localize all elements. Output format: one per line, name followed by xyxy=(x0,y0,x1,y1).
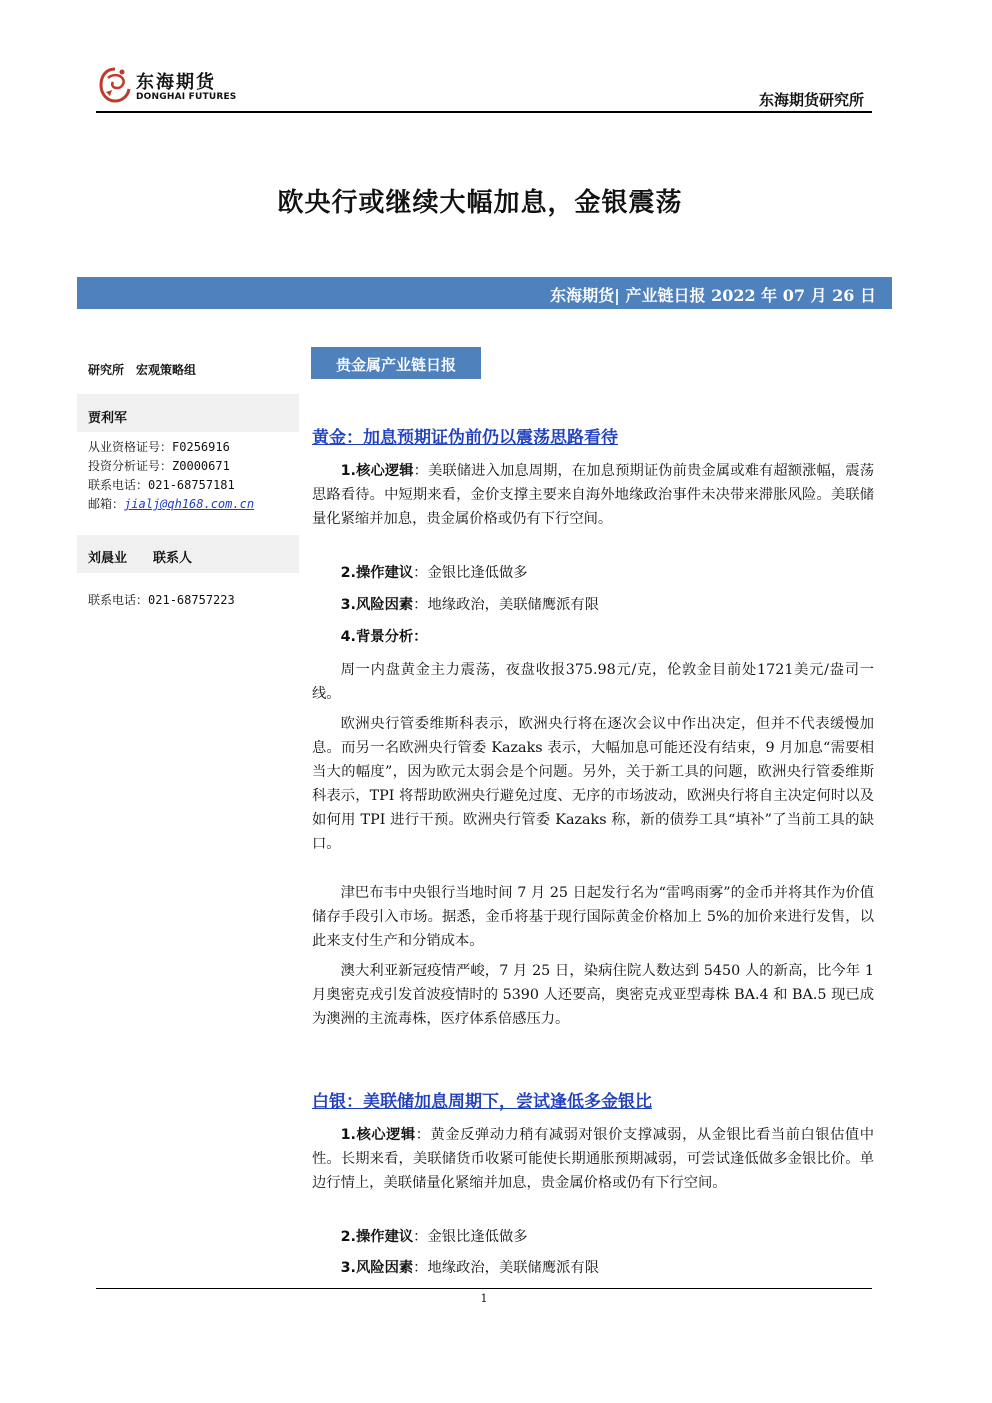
gold-heading: 黄金：加息预期证伪前仍以震荡思路看待 xyxy=(312,428,618,448)
analyst1-analysis-license: 投资分析证号：Z0000671 xyxy=(88,459,230,473)
company-logo xyxy=(98,66,237,106)
analyst1-email-row: 邮箱：jialj@qh168.com.cn xyxy=(88,497,255,511)
gold-background-1: 周一内盘黄金主力震荡，夜盘收报375.98元/克，伦敦金目前处1721美元/盎司一线。 xyxy=(312,662,874,702)
header-divider xyxy=(96,111,872,113)
silver-core-logic: 1.核心逻辑：黄金反弹动力稍有减弱对银价支撑减弱，从金银比看当前白银估值中性。长期来看，美联储货币收紧可能使长期通胀预期减弱，可尝试逢低做多金银比价。单边行情上，美联储量化紧缩并加息，贵金属价格或仍有下行空间。 xyxy=(312,1127,874,1191)
report-banner xyxy=(77,277,892,309)
dragon-logo-icon xyxy=(98,66,132,104)
section-tab-label: 贵金属产业链日报 xyxy=(335,356,456,374)
analyst1-phone: 联系电话：021-68757181 xyxy=(88,478,235,492)
gold-suggestion: 2.操作建议：金银比逢低做多 xyxy=(340,565,528,581)
gold-background-label: 4.背景分析： xyxy=(340,629,428,645)
analyst1-name: 贾利军 xyxy=(88,411,128,426)
gold-background-3: 津巴布韦中央银行当地时间 7 月 25 日起发行名为“雷鸣雨雾”的金币并将其作为价值储存手段引入市场。据悉，金币将基于现行国际黄金价格加上 5%的加价来进行发售，以此来支付生产和分销成本。 xyxy=(312,885,874,949)
silver-risk: 3.风险因素：地缘政治，美联储鹰派有限 xyxy=(340,1260,600,1276)
banner-text: 东海期货| 产业链日报 2022 年 07 月 26 日 xyxy=(550,286,876,305)
page-title: 欧央行或继续大幅加息，金银震荡 xyxy=(277,188,683,218)
analyst1-license: 从业资格证号：F0256916 xyxy=(88,440,230,454)
analyst1-email-link[interactable]: jialj@qh168.com.cn xyxy=(124,497,255,511)
section-tab xyxy=(311,347,481,379)
sidebar-department: 研究所 宏观策略组 xyxy=(88,363,197,377)
silver-suggestion: 2.操作建议：金银比逢低做多 xyxy=(340,1229,528,1245)
logo-text-en: DONGHAI FUTURES xyxy=(136,92,237,102)
gold-risk: 3.风险因素：地缘政治，美联储鹰派有限 xyxy=(340,597,600,613)
logo-text-cn: 东海期货 xyxy=(136,72,216,93)
page-number: 1 xyxy=(480,1292,488,1305)
header-institute: 东海期货研究所 xyxy=(758,91,864,109)
gold-background-2: 欧洲央行管委维斯科表示，欧洲央行将在逐次会议中作出决定，但并不代表缓慢加息。而另一名欧洲央行管委 Kazaks 表示，大幅加息可能还没有结束，9 月加息“需要相当大的幅度”，因为欧元太弱会是个问题。另外，关于新工具的问题，欧洲央行管委维斯科表示，TPI 将帮助欧洲央行避免过度、无序的市场波动，欧洲央行将自主决定何时以及如何用 TPI 进行干预。欧洲央行管委 Kazaks 称，新的债券工具“填补”了当前工具的缺口。 xyxy=(312,716,874,852)
footer-divider xyxy=(96,1288,872,1289)
silver-heading: 白银：美联储加息周期下，尝试逢低多金银比 xyxy=(312,1092,652,1112)
analyst2-phone: 联系电话：021-68757223 xyxy=(88,593,235,607)
analyst2-name: 刘晨业 联系人 xyxy=(88,551,193,566)
gold-core-logic: 1.核心逻辑：美联储进入加息周期，在加息预期证伪前贵金属或难有超额涨幅，震荡思路看待。中短期来看，金价支撑主要来自海外地缘政治事件未决带来滞胀风险。美联储量化紧缩并加息，贵金属价格或仍有下行空间。 xyxy=(312,463,874,527)
gold-background-4: 澳大利亚新冠疫情严峻，7 月 25 日，染病住院人数达到 5450 人的新高，比今年 1 月奥密克戎引发首波疫情时的 5390 人还要高，奥密克戎亚型毒株 BA.4 和 BA.5 现已成为澳洲的主流毒株，医疗体系倍感压力。 xyxy=(312,963,874,1027)
